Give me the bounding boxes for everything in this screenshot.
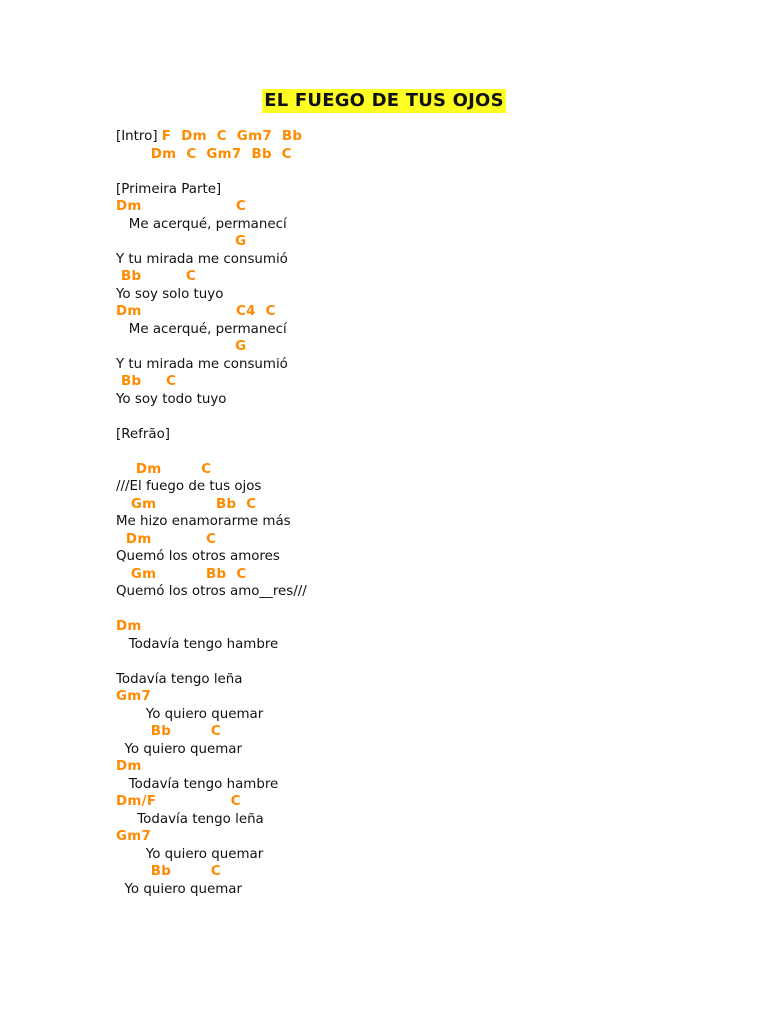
chord-line: Bb C bbox=[116, 724, 221, 739]
lyric-line: Todavía tengo leña bbox=[116, 811, 264, 827]
lyric-line: Y tu mirada me consumió bbox=[116, 356, 288, 372]
chord-line: F Dm C Gm7 Bb bbox=[161, 129, 303, 144]
chord-line: Dm C bbox=[116, 461, 212, 477]
song-title: EL FUEGO DE TUS OJOS bbox=[264, 90, 504, 111]
chord-line: G bbox=[116, 339, 247, 354]
title-container bbox=[0, 89, 768, 113]
section-label: [Refrão] bbox=[116, 426, 171, 442]
lyric-line: Yo quiero quemar bbox=[116, 741, 242, 757]
blank-line bbox=[116, 653, 716, 671]
blank-line bbox=[116, 601, 716, 619]
chord-line: Dm bbox=[116, 759, 142, 774]
chord-line: Dm C4 C bbox=[116, 304, 276, 319]
lyric-line: Yo soy todo tuyo bbox=[116, 391, 227, 407]
lyric-line: ///El fuego de tus ojos bbox=[116, 479, 262, 494]
chord-line: Dm C bbox=[116, 531, 217, 547]
chord-line: Gm7 bbox=[116, 689, 152, 704]
lyric-line: Todavía tengo hambre bbox=[116, 636, 279, 652]
song-body bbox=[116, 128, 716, 898]
lyric-line: Quemó los otros amores bbox=[116, 549, 280, 564]
chord-line: Dm C bbox=[116, 199, 247, 214]
chord-line: Gm Bb C bbox=[116, 566, 247, 582]
chord-line: G bbox=[116, 234, 247, 249]
chord-line: Gm Bb C bbox=[116, 496, 257, 512]
lyric-line: Yo quiero quemar bbox=[116, 706, 264, 722]
lyric-line: Yo quiero quemar bbox=[116, 846, 264, 862]
lyric-line: Me hizo enamorarme más bbox=[116, 514, 291, 529]
chord-line: Gm7 bbox=[116, 829, 152, 844]
lyric-line: Y tu mirada me consumió bbox=[116, 251, 288, 267]
lyric-line: Me acerqué, permanecí bbox=[116, 321, 287, 337]
chord-line: Dm bbox=[116, 619, 142, 634]
lyric-line: Todavía tengo leña bbox=[116, 671, 243, 687]
lyric-line: Yo soy solo tuyo bbox=[116, 286, 224, 302]
section-label: [Intro] bbox=[116, 129, 162, 144]
chord-line: Bb C bbox=[116, 864, 221, 879]
lyric-line: Quemó los otros amo__res/// bbox=[116, 584, 307, 599]
blank-line bbox=[116, 443, 716, 461]
chord-line: Dm C Gm7 Bb C bbox=[116, 146, 292, 162]
chord-line: Bb C bbox=[116, 269, 197, 284]
blank-line bbox=[116, 163, 716, 181]
chord-line: Bb C bbox=[116, 374, 177, 389]
lyric-line: Todavía tengo hambre bbox=[116, 776, 279, 792]
lyric-line: Me acerqué, permanecí bbox=[116, 216, 287, 232]
intro-line bbox=[116, 128, 716, 146]
blank-line bbox=[116, 408, 716, 426]
section-label: [Primeira Parte] bbox=[116, 181, 222, 197]
chord-line: Dm/F C bbox=[116, 794, 241, 809]
lyric-line: Yo quiero quemar bbox=[116, 881, 242, 897]
